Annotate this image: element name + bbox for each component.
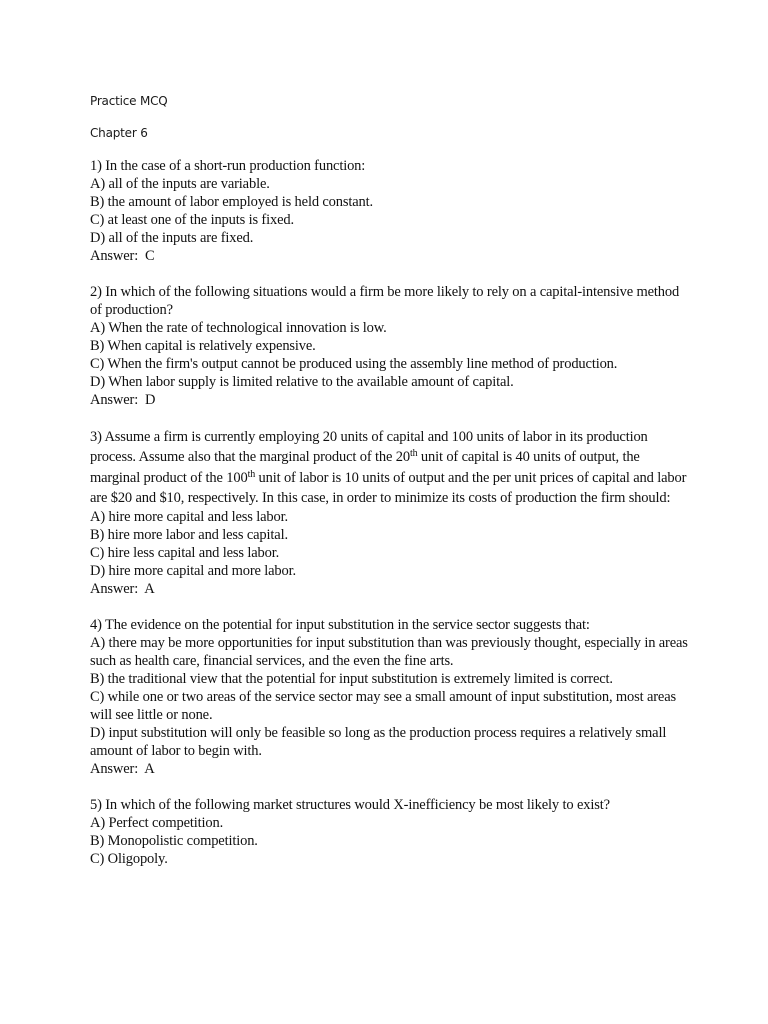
question-5-option-a: A) Perfect competition.	[90, 815, 224, 832]
question-1-option-d: D) all of the inputs are fixed.	[90, 230, 254, 246]
document-page	[90, 93, 690, 886]
question-1-option-a: A) all of the inputs are variable.	[90, 176, 270, 192]
question-1	[90, 157, 690, 265]
question-2-stem: 2) In which of the following situations would a firm be more likely to rely on a capital-intensive method of production?	[90, 284, 683, 318]
question-5-option-c: C) Oligopoly.	[90, 851, 168, 868]
question-3-option-c: C) hire less capital and less labor.	[90, 545, 280, 562]
chapter-heading: Chapter 6	[90, 126, 148, 140]
question-3-option-b: B) hire more labor and less capital.	[90, 527, 288, 544]
question-4-option-b: B) the traditional view that the potential for input substitution is extremely limited is correct.	[90, 671, 613, 688]
question-3-option-d: D) hire more capital and more labor.	[90, 563, 296, 580]
question-2-option-d: D) When labor supply is limited relative to the available amount of capital.	[90, 374, 514, 390]
question-3-stem-part-1: 3) Assume a firm is currently employing 20 units of capital and 100 units of labor in its production process. Assume also that the marginal product of the 20	[90, 429, 648, 466]
question-2-option-c: C) When the firm's output cannot be produced using the assembly line method of production.	[90, 356, 618, 372]
question-2-answer: Answer: D	[90, 392, 156, 408]
question-4-option-d: D) input substitution will only be feasible so long as the production process requires a relatively small amount of labor to begin with.	[90, 725, 670, 760]
question-4	[90, 616, 690, 778]
question-1-answer: Answer: C	[90, 248, 155, 264]
question-1-option-b: B) the amount of labor employed is held constant.	[90, 194, 373, 210]
ordinal-superscript: th	[247, 468, 256, 480]
question-3-answer: Answer: A	[90, 581, 155, 598]
question-5-option-b: B) Monopolistic competition.	[90, 833, 258, 850]
question-3-stem-part-3: unit of labor is 10 units of output and the per unit prices of capital and labor are $20 and $10, respectively. In this case, in order to minimize its costs of production the firm should:	[90, 469, 687, 506]
question-1-stem: 1) In the case of a short-run production function:	[90, 158, 366, 174]
question-5	[90, 796, 690, 868]
question-1-option-c: C) at least one of the inputs is fixed.	[90, 212, 294, 228]
question-3-stem	[90, 427, 690, 508]
document-title: Practice MCQ	[90, 94, 168, 108]
question-3-stem-part-2: unit of capital is 40 units of output, the marginal product of the 100	[90, 449, 640, 486]
question-2-option-a: A) When the rate of technological innovation is low.	[90, 320, 387, 336]
question-2-option-b: B) When capital is relatively expensive.	[90, 338, 316, 354]
question-2	[90, 283, 690, 409]
ordinal-superscript: th	[409, 448, 418, 460]
question-4-stem: 4) The evidence on the potential for input substitution in the service sector suggests that:	[90, 617, 590, 634]
question-3-option-a: A) hire more capital and less labor.	[90, 509, 288, 526]
question-5-stem: 5) In which of the following market structures would X-inefficiency be most likely to exist?	[90, 797, 610, 814]
question-4-option-a: A) there may be more opportunities for input substitution than was previously thought, especially in areas such as health care, financial services, and the even the fine arts.	[90, 635, 692, 670]
question-4-option-c: C) while one or two areas of the service sector may see a small amount of input substitution, most areas will see little or none.	[90, 689, 680, 724]
question-3	[90, 427, 690, 598]
question-4-answer: Answer: A	[90, 761, 155, 778]
